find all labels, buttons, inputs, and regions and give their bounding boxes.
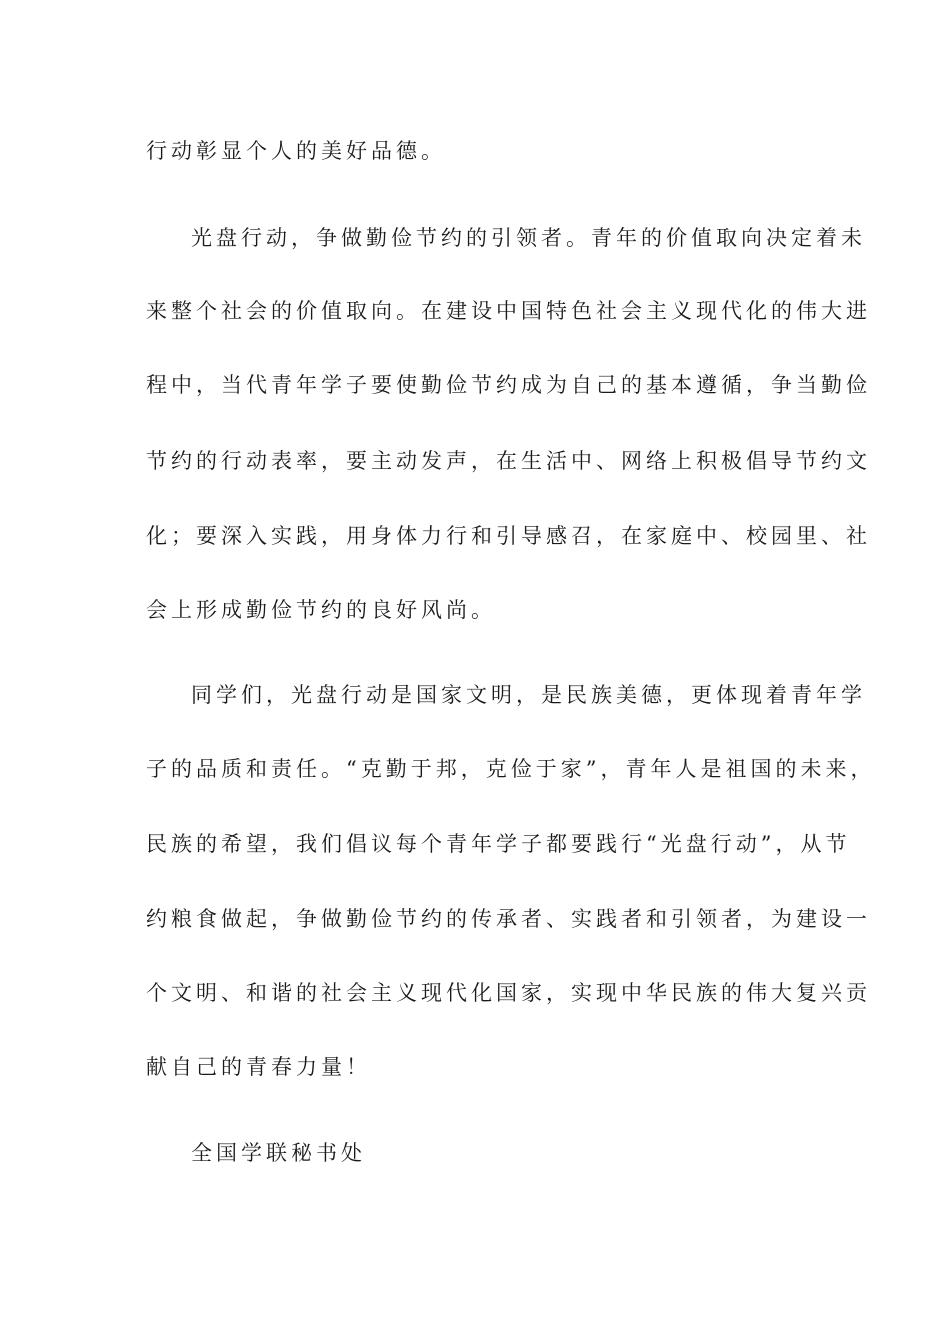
text-line: 程中，当代青年学子要使勤俭节约成为自己的基本遵循，争当勤俭 [146, 373, 871, 397]
text-line: 化；要深入实践，用身体力行和引导感召，在家庭中、校园里、社 [146, 524, 871, 548]
text-line: 会上形成勤俭节约的良好风尚。 [146, 598, 496, 622]
text-line: 约粮食做起，争做勤俭节约的传承者、实践者和引领者，为建设一 [146, 907, 871, 931]
paragraph-first-line: 光盘行动，争做勤俭节约的引领者。青年的价值取向决定着未 [191, 226, 866, 250]
paragraph-first-line: 同学们，光盘行动是国家文明，是民族美德，更体现着青年学 [191, 683, 866, 707]
text-line: 民族的希望，我们倡议每个青年学子都要践行“光盘行动”，从节 [146, 832, 851, 856]
text-line: 子的品质和责任。“克勤于邦，克俭于家”，青年人是祖国的未来， [146, 757, 876, 781]
text-line: 行动彰显个人的美好品德。 [146, 139, 446, 163]
text-line: 献自己的青春力量！ [146, 1055, 371, 1079]
text-line: 来整个社会的价值取向。在建设中国特色社会主义现代化的伟大进 [146, 299, 871, 323]
text-line: 节约的行动表率，要主动发声，在生活中、网络上积极倡导节约文 [146, 449, 871, 473]
text-line: 个文明、和谐的社会主义现代化国家，实现中华民族的伟大复兴贡 [146, 981, 871, 1005]
signature-line: 全国学联秘书处 [191, 1141, 366, 1165]
